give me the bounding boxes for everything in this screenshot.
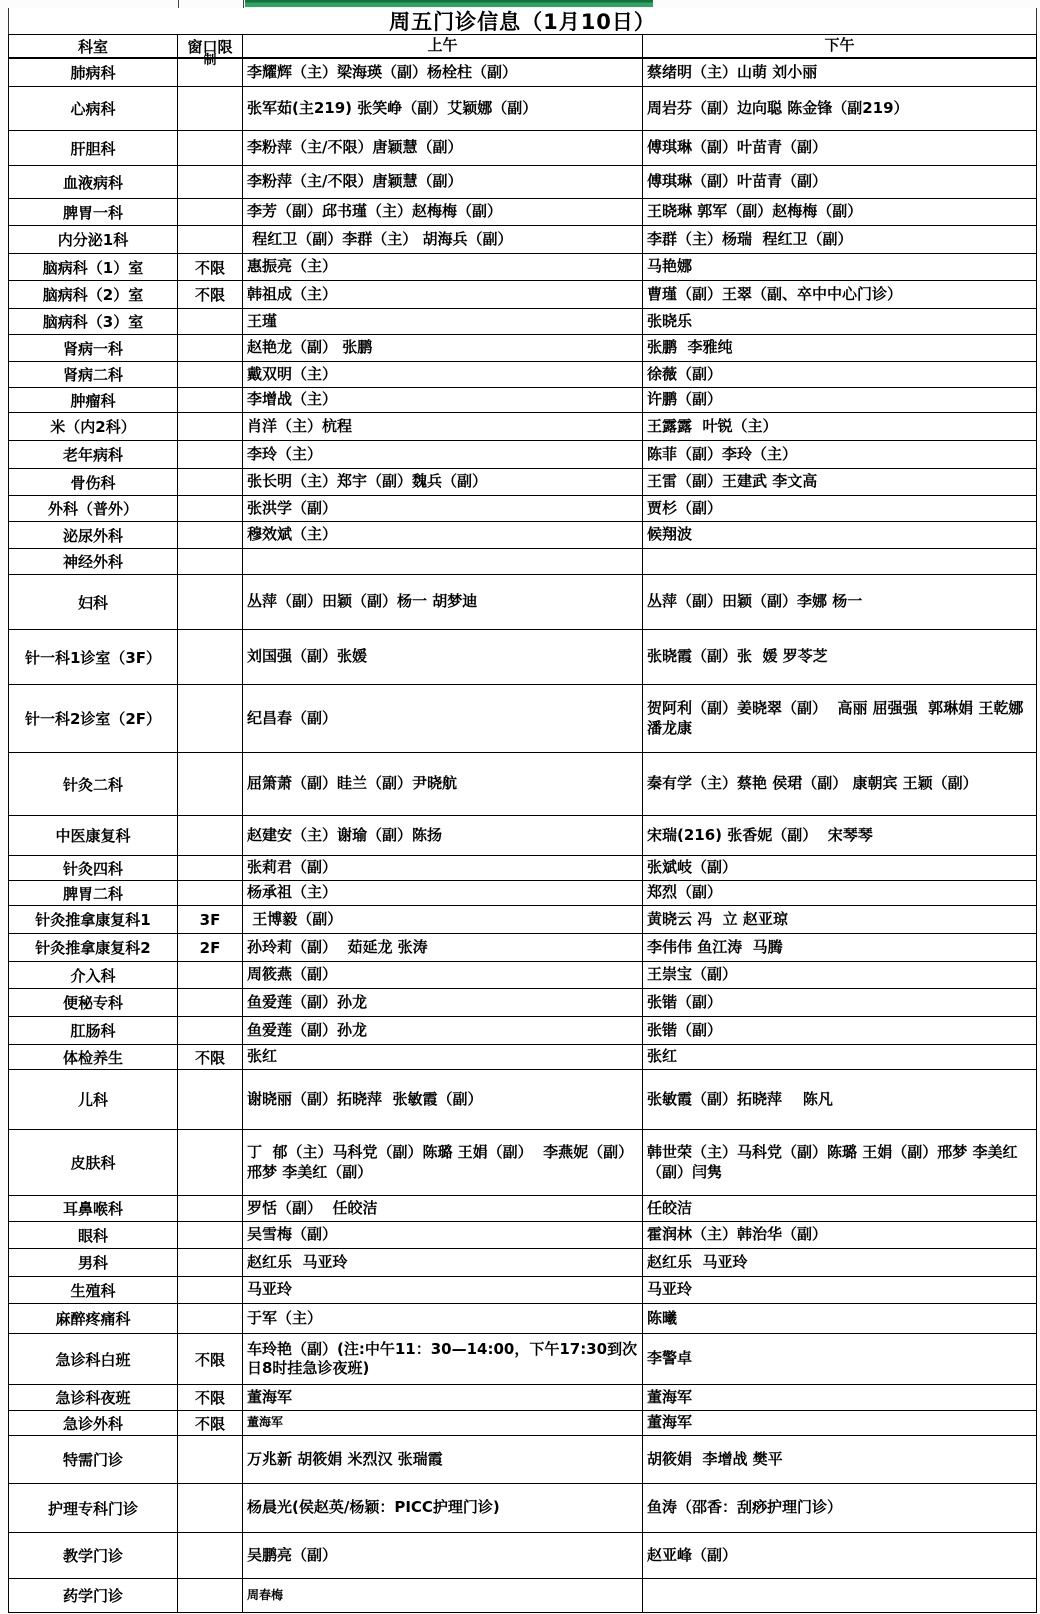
- table-row: [8, 469, 1037, 496]
- dept-cell: 麻醉疼痛科: [8, 1304, 178, 1333]
- afternoon-cell: 胡筱娟 李增战 樊平: [643, 1436, 1037, 1483]
- morning-cell: 赵艳龙（副） 张鹏: [243, 335, 643, 361]
- morning-cell: 丁 郁（主）马科党（副）陈璐 王娟（副） 李燕妮（副）邢梦 李美红（副）: [243, 1130, 643, 1195]
- dept-cell: 针灸四科: [8, 856, 178, 880]
- table-row: [8, 522, 1037, 549]
- window-cell: [178, 816, 243, 855]
- dept-cell: 肾病二科: [8, 362, 178, 387]
- window-cell: [178, 630, 243, 684]
- afternoon-cell: 张斌岐（副）: [643, 856, 1037, 880]
- table-row: [8, 87, 1037, 131]
- morning-cell: 韩祖成（主）: [243, 281, 643, 308]
- table-row: [8, 881, 1037, 906]
- window-cell: 不限: [178, 1045, 243, 1069]
- afternoon-cell: 贾杉（副）: [643, 496, 1037, 521]
- table-row: [8, 1385, 1037, 1411]
- table-row: [8, 685, 1037, 753]
- table-row: [8, 335, 1037, 362]
- morning-cell: 李粉萍（主/不限）唐颖慧（副）: [243, 166, 643, 198]
- morning-cell: 屈箫萧（副）眭兰（副）尹晓航: [243, 753, 643, 815]
- morning-cell: 李芳（副）邱书瑾（主）赵梅梅（副）: [243, 199, 643, 225]
- page-title: 周五门诊信息（1月10日）: [8, 8, 1037, 34]
- morning-cell: 赵红乐 马亚玲: [243, 1249, 643, 1276]
- table-row: [8, 906, 1037, 934]
- dept-cell: 肛肠科: [8, 1017, 178, 1044]
- window-cell: [178, 469, 243, 495]
- window-cell: [178, 496, 243, 521]
- window-cell: [178, 753, 243, 815]
- afternoon-cell: 傅琪琳（副）叶苗青（副）: [643, 131, 1037, 165]
- dept-cell: 米（内2科）: [8, 413, 178, 440]
- window-cell: [178, 388, 243, 412]
- dept-cell: 男科: [8, 1249, 178, 1276]
- morning-cell: 马亚玲: [243, 1277, 643, 1303]
- window-cell: [178, 856, 243, 880]
- table-row: [8, 856, 1037, 881]
- morning-cell: 罗恬（副） 任皎洁: [243, 1196, 643, 1221]
- morning-cell: 于军（主）: [243, 1304, 643, 1333]
- afternoon-cell: [643, 549, 1037, 574]
- table-row: [8, 630, 1037, 685]
- dept-cell: 生殖科: [8, 1277, 178, 1303]
- table-row: [8, 131, 1037, 166]
- header-dept: 科室: [8, 35, 178, 57]
- dept-cell: 中医康复科: [8, 816, 178, 855]
- morning-cell: 张洪学（副）: [243, 496, 643, 521]
- table-row: [8, 1436, 1037, 1484]
- table-row: [8, 989, 1037, 1017]
- morning-cell: 车玲艳（副）(注:中午11：30—14:00，下午17:30到次日8时挂急诊夜班): [243, 1334, 643, 1384]
- dept-cell: 泌尿外科: [8, 522, 178, 548]
- table-row: [8, 753, 1037, 816]
- morning-cell: 周筱燕（副）: [243, 962, 643, 988]
- morning-cell: 董海军: [243, 1411, 643, 1435]
- table-row: [8, 1411, 1037, 1436]
- window-cell: 不限: [178, 1385, 243, 1410]
- morning-cell: 鱼爱莲（副）孙龙: [243, 1017, 643, 1044]
- window-cell: [178, 575, 243, 629]
- dept-cell: 急诊外科: [8, 1411, 178, 1435]
- schedule-grid: [8, 34, 1037, 1613]
- table-row: [8, 166, 1037, 199]
- schedule-table: [8, 8, 1037, 1613]
- morning-cell: [243, 549, 643, 574]
- afternoon-cell: 任皎洁: [643, 1196, 1037, 1221]
- table-row: [8, 1533, 1037, 1579]
- dept-cell: 急诊科夜班: [8, 1385, 178, 1410]
- window-cell: [178, 1249, 243, 1276]
- table-row: [8, 1277, 1037, 1304]
- window-cell: [178, 441, 243, 468]
- morning-cell: 吴鹏亮（副）: [243, 1533, 643, 1578]
- window-cell: [178, 362, 243, 387]
- window-cell: [178, 549, 243, 574]
- afternoon-cell: 霍润林（主）韩治华（副）: [643, 1222, 1037, 1248]
- dept-cell: 脾胃一科: [8, 199, 178, 225]
- dept-cell: 儿科: [8, 1070, 178, 1129]
- afternoon-cell: 张锴（副）: [643, 1017, 1037, 1044]
- table-row: [8, 1130, 1037, 1196]
- morning-cell: 丛萍（副）田颖（副）杨一 胡梦迪: [243, 575, 643, 629]
- window-cell: [178, 1017, 243, 1044]
- window-cell: [178, 1277, 243, 1303]
- window-cell: 不限: [178, 281, 243, 308]
- table-row: [8, 1579, 1037, 1613]
- afternoon-cell: 赵亚峰（副）: [643, 1533, 1037, 1578]
- table-row: [8, 309, 1037, 335]
- dept-cell: 外科（普外）: [8, 496, 178, 521]
- dept-cell: 教学门诊: [8, 1533, 178, 1578]
- afternoon-cell: 丛萍（副）田颖（副）李娜 杨一: [643, 575, 1037, 629]
- afternoon-cell: 陈曦: [643, 1304, 1037, 1333]
- dept-cell: 针一科1诊室（3F）: [8, 630, 178, 684]
- window-cell: [178, 1484, 243, 1532]
- table-row: [8, 1222, 1037, 1249]
- afternoon-cell: 宋瑞(216) 张香妮（副） 宋琴琴: [643, 816, 1037, 855]
- afternoon-cell: 黄晓云 冯 立 赵亚琼: [643, 906, 1037, 933]
- table-row: [8, 254, 1037, 281]
- dept-cell: 眼科: [8, 1222, 178, 1248]
- window-cell: [178, 131, 243, 165]
- morning-cell: 吴雪梅（副）: [243, 1222, 643, 1248]
- table-row: [8, 281, 1037, 309]
- dept-cell: 脑病科（2）室: [8, 281, 178, 308]
- dept-cell: 针一科2诊室（2F）: [8, 685, 178, 752]
- afternoon-cell: 张鹏 李雅纯: [643, 335, 1037, 361]
- morning-cell: 张红: [243, 1045, 643, 1069]
- table-row: [8, 362, 1037, 388]
- morning-cell: 惠振亮（主）: [243, 254, 643, 280]
- window-cell: [178, 1579, 243, 1612]
- afternoon-cell: 贺阿利（副）姜晓翠（副） 高丽 屈强强 郭琳娟 王乾娜 潘龙康: [643, 685, 1037, 752]
- dept-cell: 脑病科（1）室: [8, 254, 178, 280]
- afternoon-cell: 张晓霞（副）张 媛 罗苓芝: [643, 630, 1037, 684]
- window-cell: [178, 685, 243, 752]
- morning-cell: 李粉萍（主/不限）唐颖慧（副）: [243, 131, 643, 165]
- table-row: [8, 59, 1037, 87]
- window-cell: 3F: [178, 906, 243, 933]
- dept-cell: 针灸推拿康复科2: [8, 934, 178, 961]
- table-row: [8, 1249, 1037, 1277]
- window-cell: [178, 1222, 243, 1248]
- morning-cell: 张莉君（副）: [243, 856, 643, 880]
- window-cell: [178, 59, 243, 86]
- afternoon-cell: 韩世荣（主）马科党（副）陈璐 王娟（副）邢梦 李美红（副）闫隽: [643, 1130, 1037, 1195]
- dept-cell: 骨伤科: [8, 469, 178, 495]
- table-row: [8, 1045, 1037, 1070]
- morning-cell: 杨承祖（主）: [243, 881, 643, 905]
- morning-cell: 赵建安（主）谢瑜（副）陈扬: [243, 816, 643, 855]
- morning-cell: 周春梅: [243, 1579, 643, 1612]
- header-window: [178, 35, 243, 68]
- afternoon-cell: 赵红乐 马亚玲: [643, 1249, 1037, 1276]
- window-cell: [178, 1130, 243, 1195]
- dept-cell: 体检养生: [8, 1045, 178, 1069]
- table-row: [8, 962, 1037, 989]
- table-row: [8, 1334, 1037, 1385]
- afternoon-cell: 陈菲（副）李玲（主）: [643, 441, 1037, 468]
- morning-cell: 穆效斌（主）: [243, 522, 643, 548]
- morning-cell: 王瑾: [243, 309, 643, 334]
- window-cell: [178, 522, 243, 548]
- table-row: [8, 1017, 1037, 1045]
- window-cell: [178, 1196, 243, 1221]
- afternoon-cell: 张锴（副）: [643, 989, 1037, 1016]
- window-cell: [178, 1304, 243, 1333]
- dept-cell: 肺病科: [8, 59, 178, 86]
- afternoon-cell: 蔡绪明（主）山萌 刘小丽: [643, 59, 1037, 86]
- window-cell: [178, 1070, 243, 1129]
- header-morning: 上午: [243, 35, 643, 57]
- afternoon-cell: 曹瑾（副）王翠（副、卒中中心门诊）: [643, 281, 1037, 308]
- afternoon-cell: 董海军: [643, 1411, 1037, 1435]
- dept-cell: 老年病科: [8, 441, 178, 468]
- morning-cell: 董海军: [243, 1385, 643, 1410]
- dept-cell: 针灸二科: [8, 753, 178, 815]
- table-row: [8, 934, 1037, 962]
- morning-cell: 李增战（主）: [243, 388, 643, 412]
- window-cell: [178, 1533, 243, 1578]
- header-afternoon: 下午: [643, 35, 1037, 57]
- afternoon-cell: 王露露 叶锐（主）: [643, 413, 1037, 440]
- dept-cell: 急诊科白班: [8, 1334, 178, 1384]
- dept-cell: 肾病一科: [8, 335, 178, 361]
- window-cell: 不限: [178, 254, 243, 280]
- afternoon-cell: 张红: [643, 1045, 1037, 1069]
- afternoon-cell: 马艳娜: [643, 254, 1037, 280]
- window-cell: [178, 309, 243, 334]
- window-cell: [178, 335, 243, 361]
- window-cell: [178, 226, 243, 253]
- table-row: [8, 1304, 1037, 1334]
- morning-cell: 肖洋（主）杭程: [243, 413, 643, 440]
- afternoon-cell: 郑烈（副）: [643, 881, 1037, 905]
- dept-cell: 脑病科（3）室: [8, 309, 178, 334]
- table-row: [8, 1484, 1037, 1533]
- table-row: [8, 199, 1037, 226]
- window-cell: [178, 166, 243, 198]
- dept-cell: 肿瘤科: [8, 388, 178, 412]
- morning-cell: 杨晨光(侯赵英/杨颖：PICC护理门诊): [243, 1484, 643, 1532]
- window-cell: 2F: [178, 934, 243, 961]
- window-cell: [178, 989, 243, 1016]
- morning-cell: 鱼爱莲（副）孙龙: [243, 989, 643, 1016]
- afternoon-cell: 傅琪琳（副）叶苗青（副）: [643, 166, 1037, 198]
- afternoon-cell: 周岩芬（副）边向聪 陈金锋（副219）: [643, 87, 1037, 130]
- window-cell: [178, 881, 243, 905]
- dept-cell: 针灸推拿康复科1: [8, 906, 178, 933]
- morning-cell: 万兆新 胡筱娟 米烈汉 张瑞霞: [243, 1436, 643, 1483]
- morning-cell: 谢晓丽（副）拓晓萍 张敏霞（副）: [243, 1070, 643, 1129]
- dept-cell: 心病科: [8, 87, 178, 130]
- table-row: [8, 413, 1037, 441]
- window-cell: [178, 199, 243, 225]
- dept-cell: 特需门诊: [8, 1436, 178, 1483]
- morning-cell: 张军茹(主219) 张笑峥（副）艾颖娜（副）: [243, 87, 643, 130]
- morning-cell: 刘国强（副）张媛: [243, 630, 643, 684]
- table-row: [8, 549, 1037, 575]
- morning-cell: 戴双明（主）: [243, 362, 643, 387]
- dept-cell: 介入科: [8, 962, 178, 988]
- dept-cell: 皮肤科: [8, 1130, 178, 1195]
- dept-cell: 神经外科: [8, 549, 178, 574]
- table-row: [8, 388, 1037, 413]
- schedule-rows: [8, 59, 1037, 1613]
- afternoon-cell: 徐薇（副）: [643, 362, 1037, 387]
- table-row: [8, 1070, 1037, 1130]
- header-window-wrap-clipped: 制: [203, 53, 217, 68]
- morning-cell: 孙玲莉（副） 茹延龙 张涛: [243, 934, 643, 961]
- table-row: [8, 1196, 1037, 1222]
- header-row: [8, 35, 1037, 68]
- dept-cell: 血液病科: [8, 166, 178, 198]
- afternoon-cell: 王雷（副）王建武 李文高: [643, 469, 1037, 495]
- afternoon-cell: 李伟伟 鱼江涛 马腾: [643, 934, 1037, 961]
- dept-cell: 护理专科门诊: [8, 1484, 178, 1532]
- afternoon-cell: 李群（主）杨瑞 程红卫（副）: [643, 226, 1037, 253]
- morning-cell: 程红卫（副）李群（主） 胡海兵（副）: [243, 226, 643, 253]
- morning-cell: 李耀辉（主）梁海瑛（副）杨栓柱（副）: [243, 59, 643, 86]
- morning-cell: 纪昌春（副）: [243, 685, 643, 752]
- table-row: [8, 816, 1037, 856]
- afternoon-cell: 王崇宝（副）: [643, 962, 1037, 988]
- afternoon-cell: 马亚玲: [643, 1277, 1037, 1303]
- afternoon-cell: [643, 1579, 1037, 1612]
- window-cell: [178, 962, 243, 988]
- dept-cell: 内分泌1科: [8, 226, 178, 253]
- afternoon-cell: 王晓琳 郭军（副）赵梅梅（副）: [643, 199, 1037, 225]
- table-row: [8, 226, 1037, 254]
- dept-cell: 便秘专科: [8, 989, 178, 1016]
- afternoon-cell: 张敏霞（副）拓晓萍 陈凡: [643, 1070, 1037, 1129]
- afternoon-cell: 鱼涛（邵香：刮痧护理门诊）: [643, 1484, 1037, 1532]
- dept-cell: 药学门诊: [8, 1579, 178, 1612]
- afternoon-cell: 李警卓: [643, 1334, 1037, 1384]
- dept-cell: 耳鼻喉科: [8, 1196, 178, 1221]
- window-cell: [178, 1436, 243, 1483]
- dept-cell: 妇科: [8, 575, 178, 629]
- window-cell: 不限: [178, 1334, 243, 1384]
- table-row: [8, 441, 1037, 469]
- morning-cell: 张长明（主）郑宇（副）魏兵（副）: [243, 469, 643, 495]
- header-window-label: 窗口限: [187, 37, 233, 56]
- afternoon-cell: 秦有学（主）蔡艳 侯珺（副） 康朝宾 王颖（副）: [643, 753, 1037, 815]
- afternoon-cell: 许鹏（副）: [643, 388, 1037, 412]
- afternoon-cell: 董海军: [643, 1385, 1037, 1410]
- table-row: [8, 496, 1037, 522]
- table-row: [8, 575, 1037, 630]
- window-cell: [178, 413, 243, 440]
- morning-cell: 李玲（主）: [243, 441, 643, 468]
- window-cell: 不限: [178, 1411, 243, 1435]
- afternoon-cell: 张晓乐: [643, 309, 1037, 334]
- window-cell: [178, 87, 243, 130]
- dept-cell: 脾胃二科: [8, 881, 178, 905]
- dept-cell: 肝胆科: [8, 131, 178, 165]
- afternoon-cell: 候翔波: [643, 522, 1037, 548]
- morning-cell: 王博毅（副）: [243, 906, 643, 933]
